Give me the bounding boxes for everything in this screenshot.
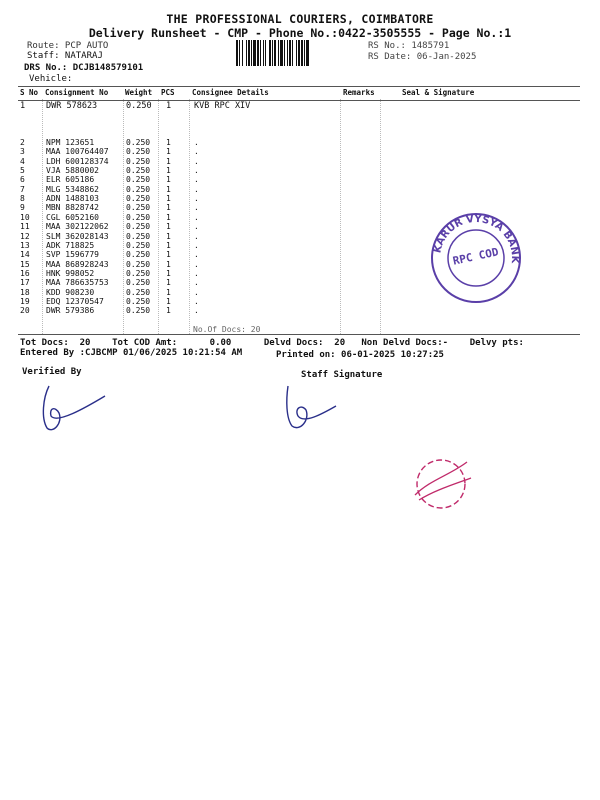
- row-details: .: [194, 278, 199, 288]
- row-sno: 7: [20, 184, 25, 194]
- row-details: .: [194, 240, 199, 250]
- verified-signature: [35, 378, 115, 438]
- row-pcs: 1: [166, 231, 171, 241]
- row-weight: 0.250: [126, 222, 151, 232]
- row-weight: 0.250: [126, 306, 151, 316]
- row-sno: 13: [20, 240, 30, 250]
- vehicle-label: Vehicle:: [29, 74, 73, 84]
- row-pcs: 1: [166, 194, 171, 204]
- col-weight: Weight: [125, 88, 153, 97]
- row-consignment: VJA 5880002: [46, 166, 99, 176]
- row-pcs: 1: [166, 138, 171, 147]
- bank-stamp: [428, 210, 524, 306]
- row-weight: 0.250: [126, 194, 151, 204]
- row-pcs: 1: [166, 250, 171, 260]
- col-divider: [189, 99, 190, 334]
- row-weight: 0.250: [126, 231, 151, 241]
- row-details: .: [194, 306, 199, 316]
- row-sno: 16: [20, 268, 30, 278]
- row-pcs: 1: [166, 203, 171, 213]
- row-details: .: [194, 222, 199, 232]
- row-weight: 0.250: [126, 156, 151, 166]
- pink-stamp: [405, 450, 475, 520]
- row-pcs: 1: [166, 278, 171, 288]
- col-consignment: Consignment No: [45, 88, 109, 97]
- row-consignment: ADK 718825: [46, 240, 95, 250]
- row-consignment: ADN 1488103: [46, 194, 99, 204]
- row-sno: 8: [20, 194, 25, 204]
- row-weight: 0.250: [126, 296, 151, 306]
- row-sno: 14: [20, 250, 30, 260]
- row-pcs: 1: [166, 296, 171, 306]
- row-pcs: 1: [166, 212, 171, 222]
- col-pcs: PCS: [161, 88, 175, 97]
- row-sno: 12: [20, 231, 30, 241]
- printed-on: Printed on: 06-01-2025 10:27:25: [276, 350, 444, 360]
- row-details: .: [194, 156, 199, 166]
- col-seal-signature: Seal & Signature: [402, 88, 475, 97]
- row-details: .: [194, 175, 199, 185]
- row-consignment: DWR 579386: [46, 306, 95, 316]
- row-pcs: 1: [166, 287, 171, 297]
- row-details: .: [194, 194, 199, 204]
- row-pcs: 1: [166, 222, 171, 232]
- row-details: .: [194, 296, 199, 306]
- row-consignment: HNK 998052: [46, 268, 95, 278]
- row-details: .: [194, 231, 199, 241]
- row-consignment: SVP 1596779: [46, 250, 99, 260]
- row-details: .: [194, 147, 199, 157]
- row-details: .: [194, 259, 199, 269]
- col-consignee: Consignee Details: [192, 88, 269, 97]
- row-pcs: 1: [166, 306, 171, 316]
- row-weight: 0.250: [126, 278, 151, 288]
- row-weight: 0.250: [126, 101, 152, 111]
- row-pcs: 1: [166, 147, 171, 157]
- row-consignment: ELR 605186: [46, 175, 95, 185]
- table-bottom-rule: [18, 334, 580, 335]
- row-details: .: [194, 138, 199, 147]
- col-divider: [123, 99, 124, 334]
- row-consignment: MAA 868928243: [46, 259, 109, 269]
- verified-by-label: Verified By: [22, 367, 82, 377]
- row-sno: 19: [20, 296, 30, 306]
- row-sno: 1: [20, 101, 26, 111]
- route-label: Route: PCP AUTO: [27, 41, 109, 51]
- row-details: .: [194, 212, 199, 222]
- rs-number: RS No.: 1485791: [368, 41, 450, 51]
- col-divider: [380, 99, 381, 334]
- staff-signature: [280, 380, 350, 440]
- row-pcs: 1: [166, 166, 171, 176]
- row-consignment: EDQ 12370547: [46, 296, 104, 306]
- row-weight: 0.250: [126, 147, 151, 157]
- company-name: THE PROFESSIONAL COURIERS, COIMBATORE: [166, 12, 434, 26]
- row-sno: 17: [20, 278, 30, 288]
- totals-line: Tot Docs: 20 Tot COD Amt: 0.00 Delvd Docs: 20 Non Delvd Docs:- Delvy pts:: [20, 338, 524, 348]
- rs-date: RS Date: 06-Jan-2025: [368, 52, 477, 62]
- row-pcs: 1: [166, 184, 171, 194]
- stamp-outer-text: KARUR VYSYA BANK: [432, 213, 521, 264]
- row-consignment: NPM 123651: [46, 138, 95, 147]
- barcode-bar: [309, 40, 311, 66]
- row-weight: 0.250: [126, 250, 151, 260]
- row-weight: 0.250: [126, 184, 151, 194]
- stamp-inner-text: RPC COD: [451, 245, 500, 268]
- row-weight: 0.250: [126, 259, 151, 269]
- row-consignment: MAA 100764407: [46, 147, 109, 157]
- row-consignment: LDH 600128374: [46, 156, 109, 166]
- row-sno: 10: [20, 212, 30, 222]
- table-header: [18, 86, 580, 101]
- row-details: .: [194, 166, 199, 176]
- row-sno: 9: [20, 203, 25, 213]
- col-sno: S No: [20, 88, 39, 97]
- row-consignment: KDD 908230: [46, 287, 95, 297]
- row-pcs: 1: [166, 259, 171, 269]
- row-weight: 0.250: [126, 203, 151, 213]
- row-sno: 18: [20, 287, 30, 297]
- row-weight: 0.250: [126, 212, 151, 222]
- row-consignment: CGL 6052160: [46, 212, 99, 222]
- row-sno: 3: [20, 147, 25, 157]
- runsheet-title: Delivery Runsheet - CMP - Phone No.:0422-3505555 - Page No.:1: [88, 26, 512, 40]
- row-details: .: [194, 287, 199, 297]
- row-details: .: [194, 250, 199, 260]
- drs-number: DRS No.: DCJB148579101: [24, 63, 144, 73]
- row-weight: 0.250: [126, 175, 151, 185]
- row-sno: 5: [20, 166, 25, 176]
- row-consignment: MAA 786635753: [46, 278, 109, 288]
- barcode: [236, 40, 356, 66]
- row-pcs: 1: [166, 156, 171, 166]
- row-consignment: DWR 578623: [46, 101, 98, 111]
- row-weight: 0.250: [126, 268, 151, 278]
- row-sno: 15: [20, 259, 30, 269]
- row-weight: 0.250: [126, 240, 151, 250]
- no-of-docs: No.Of Docs: 20: [193, 325, 261, 334]
- row-consignment: MBN 8828742: [46, 203, 99, 213]
- row-weight: 0.250: [126, 287, 151, 297]
- staff-label: Staff: NATARAJ: [27, 51, 103, 61]
- staff-signature-label: Staff Signature: [301, 370, 383, 380]
- row-pcs: 1: [166, 240, 171, 250]
- entered-by: Entered By :CJBCMP 01/06/2025 10:21:54 AM: [20, 348, 243, 358]
- col-divider: [340, 99, 341, 334]
- row-details: KVB RPC XIV: [194, 101, 251, 111]
- row-weight: 0.250: [126, 166, 151, 176]
- col-remarks: Remarks: [343, 88, 375, 97]
- col-divider: [158, 99, 159, 334]
- row-sno: 4: [20, 156, 25, 166]
- row-weight: 0.250: [126, 138, 151, 147]
- col-divider: [42, 99, 43, 334]
- row-pcs: 1: [166, 101, 172, 111]
- row-sno: 6: [20, 175, 25, 185]
- row-consignment: SLM 362028143: [46, 231, 109, 241]
- row-sno: 2: [20, 138, 25, 147]
- row-sno: 11: [20, 222, 30, 232]
- row-pcs: 1: [166, 268, 171, 278]
- row-consignment: MAA 302122062: [46, 222, 109, 232]
- row-sno: 20: [20, 306, 30, 316]
- row-details: .: [194, 268, 199, 278]
- row-consignment: MLG 5348862: [46, 184, 99, 194]
- row-details: .: [194, 184, 199, 194]
- row-pcs: 1: [166, 175, 171, 185]
- row-details: .: [194, 203, 199, 213]
